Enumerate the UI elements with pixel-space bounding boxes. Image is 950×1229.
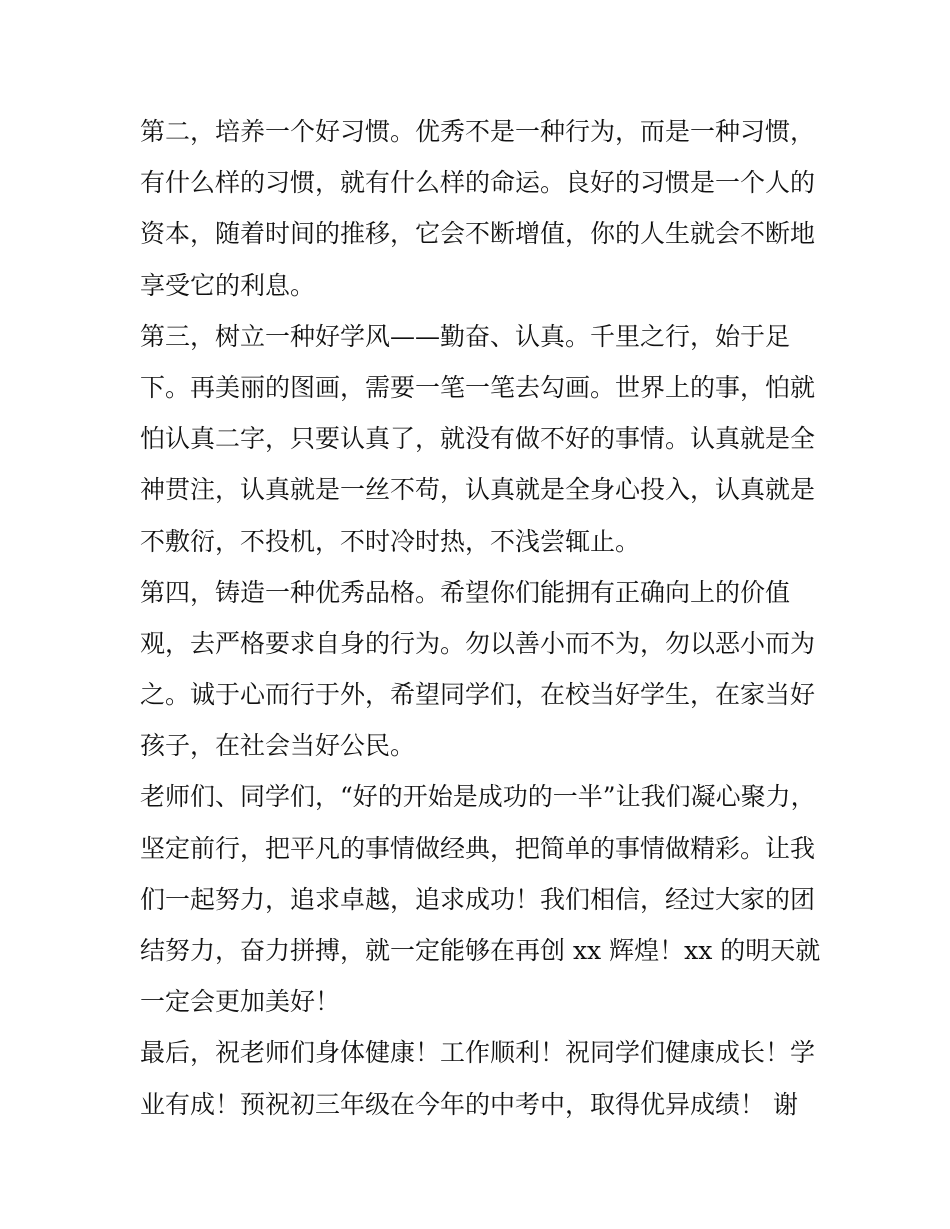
text-line: 不敷衍，不投机，不时冷时热，不浅尝辄止。 (140, 526, 641, 556)
text-line: 观，去严格要求自身的行为。勿以善小而不为，勿以恶小而为 (140, 628, 816, 658)
text-line: 结努力，奋力拼搏，就一定能够在再创 xx 辉煌！xx 的明天就 (140, 936, 821, 965)
text-line: 一定会更加美好！ (140, 987, 341, 1017)
text-line: 享受它的利息。 (140, 270, 316, 300)
body-text (140, 106, 820, 1130)
text-line: 最后，祝老师们身体健康！工作顺利！祝同学们健康成长！学 (140, 1038, 816, 1068)
text-line: 坚定前行，把平凡的事情做经典，把简单的事情做精彩。让我 (140, 833, 816, 863)
text-line: 第二，培养一个好习惯。优秀不是一种行为，而是一种习惯， (140, 117, 816, 146)
text-line: 有什么样的习惯，就有什么样的命运。良好的习惯是一个人的 (140, 168, 816, 198)
text-line: 资本，随着时间的推移，它会不断增值，你的人生就会不断地 (140, 219, 816, 249)
text-line: 之。诚于心而行于外，希望同学们，在校当好学生，在家当好 (140, 680, 816, 710)
text-line: 老师们、同学们，“好的开始是成功的一半”让我们凝心聚力， (140, 782, 816, 812)
text-line: 怕认真二字，只要认真了，就没有做不好的事情。认真就是全 (140, 424, 816, 454)
text-line: 孩子，在社会当好公民。 (140, 731, 416, 761)
text-line: 第三，树立一种好学风——勤奋、认真。千里之行，始于足 (140, 321, 791, 351)
text-line: 神贯注，认真就是一丝不苟，认真就是全身心投入，认真就是 (140, 475, 816, 505)
text-line: 第四，铸造一种优秀品格。希望你们能拥有正确向上的价值 (140, 577, 791, 607)
text-line: 业有成！预祝初三年级在今年的中考中，取得优异成绩！ 谢 (140, 1089, 798, 1119)
text-line: 下。再美丽的图画，需要一笔一笔去勾画。世界上的事，怕就 (140, 372, 816, 402)
text-line: 们一起努力，追求卓越，追求成功！我们相信，经过大家的团 (140, 884, 816, 914)
